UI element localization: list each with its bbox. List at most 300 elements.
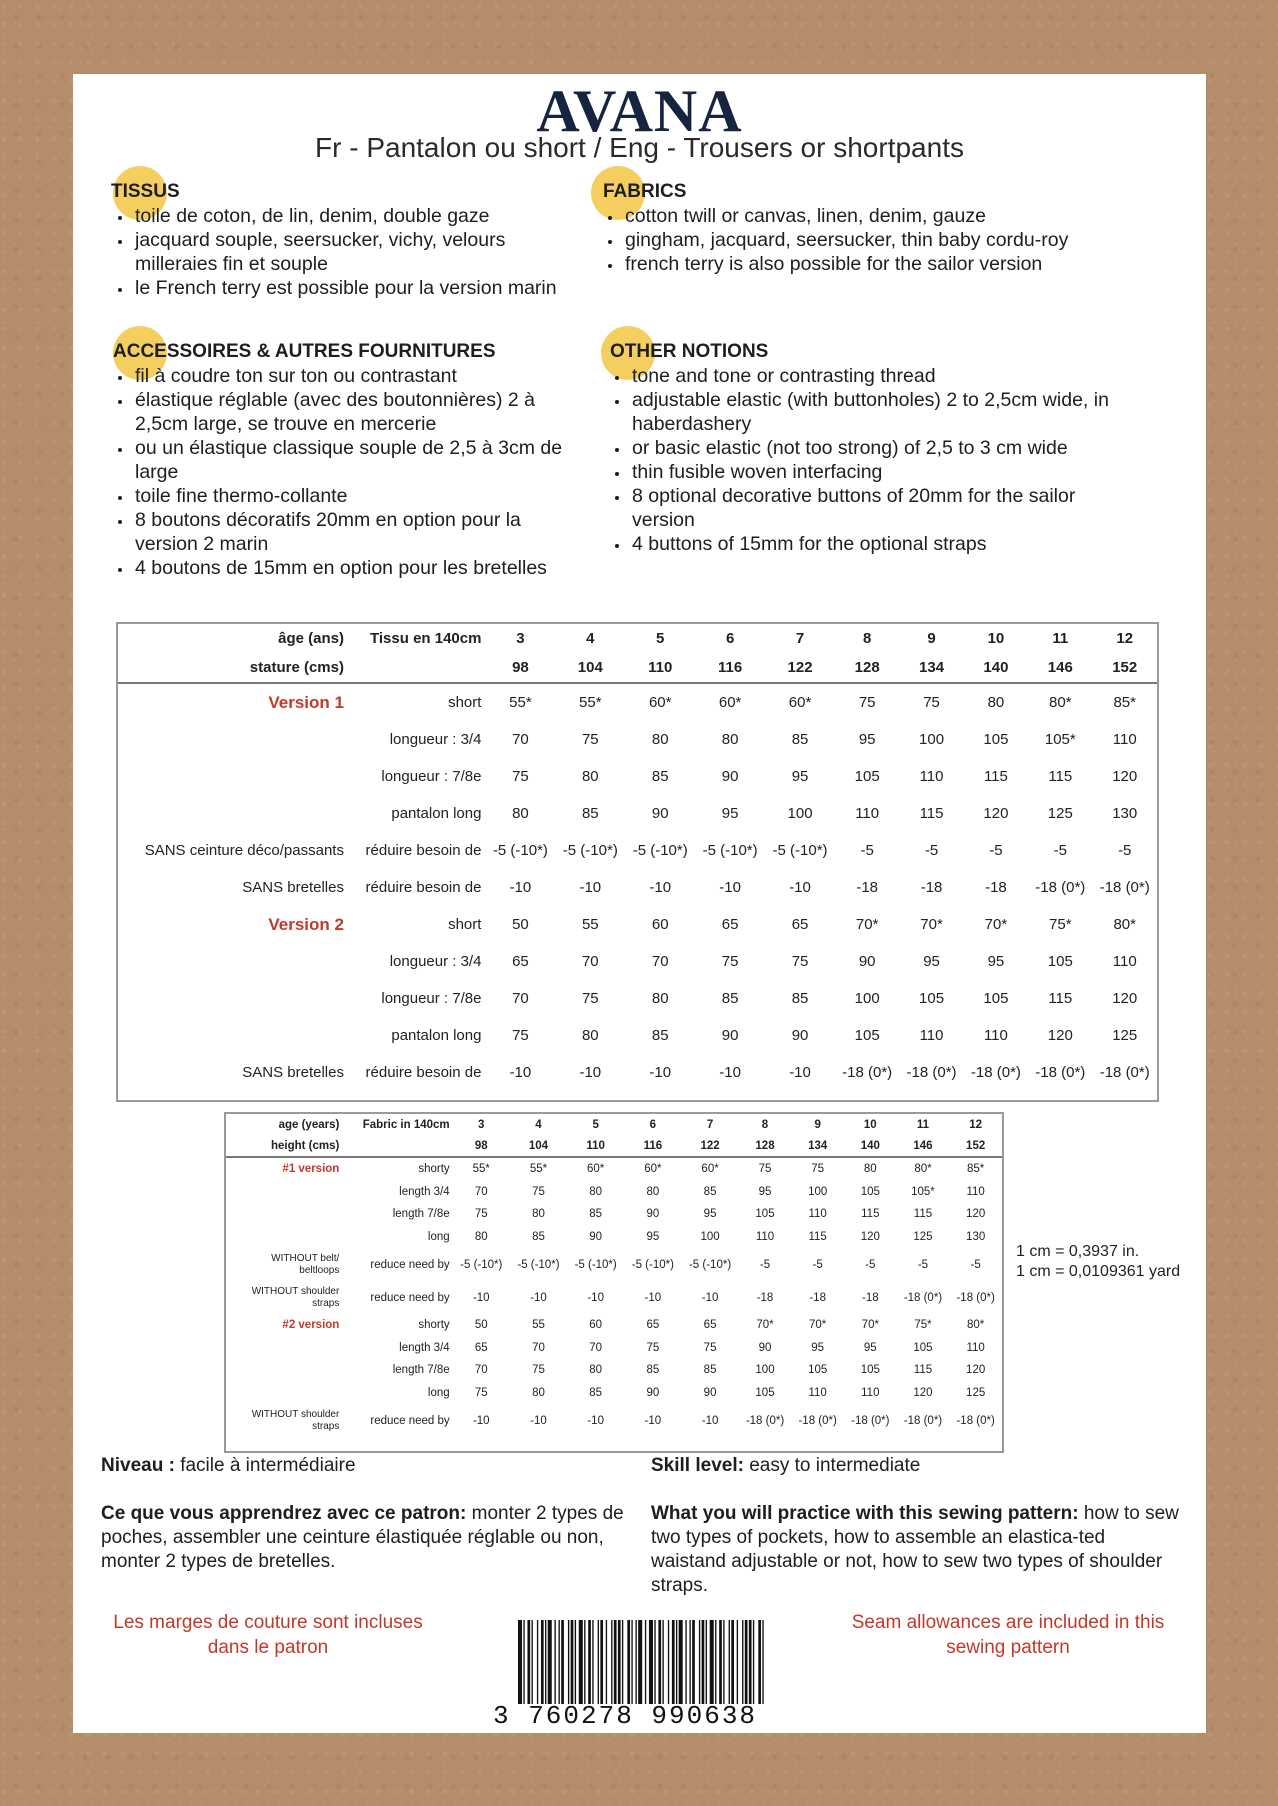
table-cell: 110	[983, 1027, 1008, 1044]
table-cell: 75	[512, 768, 529, 785]
table-cell: -10	[472, 1291, 490, 1304]
list-item: • ou un élastique classique souple de 2,5 à 3cm de large	[133, 436, 581, 484]
table-cell: -10	[719, 1064, 741, 1081]
table-row	[118, 832, 1157, 869]
table-cell: 85	[703, 1364, 717, 1377]
table-cell: -10	[509, 1064, 532, 1081]
header-cell	[348, 653, 485, 683]
table-cell: 55*	[579, 694, 602, 711]
row-label: pantalon long	[391, 805, 482, 822]
table-cell: 60*	[648, 694, 672, 711]
table-cell: -10	[649, 1064, 672, 1081]
row-group-label: WITHOUT shoulder straps	[251, 1285, 340, 1309]
table-row	[118, 980, 1157, 1017]
table-cell: -18	[856, 879, 879, 896]
table-cell: 95	[858, 731, 876, 748]
row-label: longueur : 3/4	[389, 731, 482, 748]
barcode-bar	[692, 1620, 695, 1704]
table-cell: 85	[721, 990, 739, 1007]
row-label: longueur : 7/8e	[381, 990, 482, 1007]
table-cell: -10	[587, 1414, 604, 1427]
table-cell: -18 (0*)	[798, 1414, 837, 1427]
barcode-bar	[635, 1620, 636, 1704]
table-cell: 80	[581, 768, 599, 785]
learn-en-value: how to sew two types of pockets, how to assemble an elastica-ted waistand adjustable or not, how to sew two types of shoulder straps.	[651, 1503, 1179, 1596]
table-cell: 105	[808, 1364, 828, 1377]
header-cell: 5	[656, 630, 665, 647]
header-cell: height (cms)	[226, 1135, 342, 1157]
table-cell: 60	[589, 1319, 603, 1332]
section-title: ACCESSOIRES & AUTRES FOURNITURES	[113, 341, 496, 362]
barcode-bar	[627, 1620, 630, 1704]
table-cell: -10	[649, 879, 672, 896]
table-cell: -5	[924, 842, 939, 859]
table-cell: -18 (0*)	[842, 1064, 893, 1081]
barcode-bar	[545, 1620, 546, 1704]
header-cell: 3	[516, 630, 525, 647]
table-row	[118, 869, 1157, 906]
table-cell: -5	[970, 1258, 981, 1271]
table-cell: -18 (0*)	[1035, 1064, 1086, 1081]
table-cell: 60	[651, 916, 669, 933]
section-tissus	[101, 180, 581, 300]
barcode-bar	[742, 1620, 743, 1704]
row-group-label	[118, 758, 348, 795]
table-cell: -5 (-10*)	[772, 842, 828, 859]
table-row	[118, 795, 1157, 832]
table-cell: 110	[755, 1230, 775, 1243]
barcode-bar	[579, 1620, 583, 1704]
table-cell: -18 (0*)	[970, 1064, 1021, 1081]
table-cell: 75	[923, 694, 940, 711]
section-title: FABRICS	[603, 181, 687, 202]
barcode-bar	[548, 1620, 552, 1704]
barcode-bar	[654, 1620, 655, 1704]
table-cell: 65	[791, 916, 809, 933]
header-cell: 146	[897, 1135, 950, 1157]
table-cell: 70	[474, 1185, 488, 1198]
table-cell: 75	[532, 1185, 545, 1198]
table-cell: 55	[532, 1319, 545, 1332]
row-group-label: SANS ceinture déco/passants	[144, 842, 344, 859]
table-cell: 115	[1048, 990, 1073, 1007]
table-cell: -5 (-10*)	[702, 842, 758, 859]
table-cell: 115	[913, 1208, 933, 1221]
header-cell: 6	[649, 1118, 657, 1131]
table-cell: 80	[532, 1386, 545, 1399]
table-cell: 105	[983, 990, 1009, 1007]
list-item: • fil à coudre ton sur ton ou contrastant	[133, 364, 581, 388]
barcode-bar	[753, 1620, 754, 1704]
header-cell: Tissu en 140cm	[370, 630, 482, 647]
row-group-label: #1 version	[282, 1163, 340, 1176]
table-cell: -5 (-10*)	[492, 842, 548, 859]
table-cell: 85	[581, 805, 599, 822]
row-label: reduce need by	[370, 1291, 450, 1304]
table-cell: 85	[589, 1208, 603, 1221]
table-cell: 125	[966, 1386, 986, 1399]
row-label: reduce need by	[370, 1258, 450, 1271]
barcode-bar	[559, 1620, 560, 1704]
table-cell: 100	[808, 1185, 828, 1198]
table-cell: 70*	[855, 916, 879, 933]
table-cell: -18 (0*)	[851, 1414, 890, 1427]
table-cell: 125	[1047, 805, 1073, 822]
barcode-bar	[749, 1620, 752, 1704]
header-cell: 5	[592, 1118, 599, 1131]
table-cell: 60*	[587, 1163, 605, 1176]
table-cell: 95	[646, 1230, 660, 1243]
table-cell: -10	[472, 1414, 490, 1427]
learn-en-label: What you will practice with this sewing pattern:	[651, 1503, 1079, 1524]
table-cell: 130	[966, 1230, 986, 1243]
table-cell: -18	[985, 879, 1007, 896]
table-cell: 105	[860, 1364, 880, 1377]
row-group-label: Version 1	[268, 692, 344, 712]
row-label: long	[427, 1386, 450, 1399]
row-group-label	[226, 1382, 342, 1405]
table-cell: 60*	[718, 694, 742, 711]
table-cell: 105	[755, 1208, 775, 1221]
header-cell: 116	[695, 653, 765, 683]
list-item: • adjustable elastic (with buttonholes) 2 to 2,5cm wide, in haberdashery	[630, 388, 1128, 436]
table-cell: 85	[703, 1185, 717, 1198]
table-cell: 70*	[984, 916, 1008, 933]
seam-note-fr: Les marges de couture sont incluses dans le patron	[113, 1612, 423, 1658]
table-cell: 85	[651, 1027, 669, 1044]
table-cell: -5	[1118, 842, 1132, 859]
table-row	[118, 683, 1157, 721]
barcode-bar	[699, 1620, 700, 1704]
table-row	[226, 1281, 1002, 1314]
table-cell: -5 (-10*)	[517, 1258, 560, 1271]
row-label: longueur : 7/8e	[381, 768, 482, 785]
row-label: shorty	[418, 1163, 450, 1176]
table-cell: 120	[860, 1230, 880, 1243]
row-group-label	[118, 980, 348, 1017]
barcode-bar	[658, 1620, 661, 1704]
table-cell: 80*	[1113, 916, 1136, 933]
header-cell: 140	[964, 653, 1028, 683]
learn-fr	[101, 1502, 631, 1574]
table-cell: 120	[1047, 1027, 1073, 1044]
level-fr-label: Niveau :	[101, 1455, 175, 1476]
table-cell: 105	[854, 768, 880, 785]
table-cell: 75	[758, 1163, 772, 1176]
table-cell: 70	[581, 953, 599, 970]
barcode-bar	[622, 1620, 623, 1704]
table-cell: 100	[787, 805, 813, 822]
table-header-row	[118, 653, 1157, 683]
row-group-label	[118, 721, 348, 758]
row-label: shorty	[418, 1319, 450, 1332]
table-row	[226, 1226, 1002, 1249]
row-label: long	[427, 1230, 450, 1243]
table-cell: 90	[758, 1341, 772, 1354]
table-cell: 70	[512, 731, 529, 748]
barcode-bar	[592, 1620, 593, 1704]
table-cell: 85	[791, 990, 809, 1007]
header-cell: 6	[725, 630, 735, 647]
table-cell: 85*	[967, 1163, 985, 1176]
section-fabrics	[591, 180, 1111, 276]
list-item: • 4 boutons de 15mm en option pour les bretelles	[133, 556, 581, 580]
row-label: length 3/4	[399, 1185, 450, 1198]
table-cell: 85	[589, 1386, 603, 1399]
table-cell: -5	[759, 1258, 771, 1271]
row-group-label: WITHOUT shoulder straps	[251, 1408, 340, 1432]
barcode-bar	[745, 1620, 748, 1704]
table-cell: -18	[756, 1291, 774, 1304]
barcode-bar	[668, 1620, 669, 1704]
table-cell: 90	[646, 1386, 660, 1399]
table-cell: 85	[791, 731, 809, 748]
row-label: length 7/8e	[392, 1364, 450, 1377]
barcode-bar	[649, 1620, 653, 1704]
table-cell: -5 (-10*)	[632, 842, 688, 859]
header-cell: 4	[535, 1118, 542, 1131]
header-cell: 116	[624, 1135, 681, 1157]
table-cell: -5	[812, 1258, 823, 1271]
conversion-line: 1 cm = 0,0109361 yard	[1016, 1263, 1181, 1280]
table-cell: 75	[532, 1364, 545, 1377]
barcode-bar	[679, 1620, 683, 1704]
table-row	[226, 1337, 1002, 1360]
table-cell: 90	[721, 1027, 739, 1044]
table-cell: 50	[512, 916, 529, 933]
row-group-label: WITHOUT belt/ beltloops	[271, 1252, 340, 1276]
row-group-label: Version 2	[268, 914, 344, 934]
header-cell: 134	[899, 653, 963, 683]
table-cell: 105	[1047, 953, 1073, 970]
table-cell: -5	[865, 1258, 876, 1271]
table-cell: 95	[863, 1341, 877, 1354]
barcode-bar	[541, 1620, 544, 1704]
table-cell: -10	[579, 1064, 602, 1081]
header-cell: 104	[510, 1135, 567, 1157]
table-cell: 85	[651, 768, 669, 785]
table-cell: 75	[581, 990, 599, 1007]
table-cell: -10	[789, 1064, 811, 1081]
header-cell: 122	[681, 1135, 738, 1157]
table-row	[226, 1314, 1002, 1337]
barcode-bar	[645, 1620, 646, 1704]
barcode-bar	[606, 1620, 607, 1704]
barcode-bar	[527, 1620, 530, 1704]
table-cell: 85	[532, 1230, 545, 1243]
list-item: • tone and tone or contrasting thread	[630, 364, 1128, 388]
header-cell: 9	[814, 1118, 821, 1131]
header-cell: 10	[863, 1118, 877, 1131]
row-group-label: SANS bretelles	[242, 879, 344, 896]
barcode-bar	[611, 1620, 612, 1704]
table-cell: -10	[644, 1414, 662, 1427]
table-cell: -18 (0*)	[956, 1414, 995, 1427]
table-cell: 110	[966, 1341, 985, 1354]
table-cell: -5 (-10*)	[688, 1258, 732, 1271]
table-cell: -18 (0*)	[906, 1064, 957, 1081]
barcode-bar	[689, 1620, 690, 1704]
pattern-title: AVANA	[536, 78, 743, 144]
table-row	[226, 1382, 1002, 1405]
table-cell: 90	[646, 1208, 660, 1221]
table-cell: -10	[587, 1291, 604, 1304]
table-cell: 120	[983, 805, 1009, 822]
barcode-bar	[702, 1620, 705, 1704]
table-cell: 105	[755, 1386, 775, 1399]
level-fr	[101, 1454, 601, 1478]
row-group-label	[226, 1203, 342, 1226]
list-item: • thin fusible woven interfacing	[630, 460, 1128, 484]
table-row	[226, 1404, 1002, 1437]
header-cell: 11	[1052, 630, 1069, 647]
barcode-bar	[710, 1620, 714, 1704]
table-cell: 65	[646, 1319, 660, 1332]
table-cell: -18	[920, 879, 943, 896]
header-cell: 98	[453, 1135, 510, 1157]
row-group-label	[226, 1359, 342, 1382]
table-cell: 75	[646, 1341, 660, 1354]
table-cell: 95	[923, 953, 940, 970]
table-cell: 70	[589, 1341, 603, 1354]
table-cell: 85*	[1113, 694, 1136, 711]
barcode-bar	[588, 1620, 591, 1704]
table-cell: 115	[861, 1208, 880, 1221]
table-cell: -18 (0*)	[1035, 879, 1086, 896]
barcode-number: 3 760278 990638	[493, 1701, 758, 1731]
row-label: réduire besoin de	[365, 879, 482, 896]
table-cell: 130	[1112, 805, 1138, 822]
table-cell: 75	[512, 1027, 529, 1044]
header-cell: 11	[916, 1118, 930, 1131]
row-label: longueur : 3/4	[389, 953, 482, 970]
table-cell: 65	[512, 953, 529, 970]
table-cell: -5 (-10*)	[562, 842, 618, 859]
table-cell: 60*	[788, 694, 812, 711]
level-en-label: Skill level:	[651, 1455, 744, 1476]
header-cell: 8	[863, 630, 872, 647]
header-cell: 122	[765, 653, 835, 683]
table-cell: 100	[854, 990, 880, 1007]
barcode-bar	[598, 1620, 599, 1704]
section-notions	[598, 340, 1128, 556]
barcode-bar	[715, 1620, 716, 1704]
section-accessoires	[101, 340, 581, 580]
header-cell	[342, 1135, 452, 1157]
row-group-label	[118, 1017, 348, 1054]
table-row	[118, 906, 1157, 943]
table-cell: 110	[808, 1386, 827, 1399]
level-en	[651, 1454, 1171, 1478]
table-cell: 80	[651, 731, 669, 748]
table-cell: 50	[474, 1319, 488, 1332]
table-cell: 75	[811, 1163, 825, 1176]
table-cell: 90	[651, 805, 669, 822]
table-cell: 75	[721, 953, 739, 970]
table-cell: -10	[644, 1291, 662, 1304]
barcode-bar	[706, 1620, 707, 1704]
table-cell: 75	[703, 1341, 717, 1354]
table-cell: -10	[701, 1414, 719, 1427]
fabric-table-en	[224, 1112, 1004, 1453]
table-cell: 80	[863, 1163, 877, 1176]
table-row	[118, 1017, 1157, 1054]
barcode-bar	[731, 1620, 734, 1704]
header-cell: 7	[795, 630, 805, 647]
table-cell: -5	[917, 1258, 929, 1271]
table-cell: 95	[791, 768, 809, 785]
table-cell: 75	[581, 731, 599, 748]
table-cell: -10	[509, 879, 532, 896]
table-cell: 60*	[701, 1163, 719, 1176]
table-cell: 115	[919, 805, 944, 822]
row-label: length 7/8e	[392, 1208, 450, 1221]
table-cell: 115	[1048, 768, 1073, 785]
header-cell: 152	[949, 1135, 1002, 1157]
table-cell: 55*	[509, 694, 532, 711]
table-cell: 70*	[809, 1319, 827, 1332]
table-cell: 110	[1112, 953, 1137, 970]
table-cell: 100	[755, 1364, 775, 1377]
barcode-bar	[523, 1620, 524, 1704]
header-cell: stature (cms)	[118, 653, 348, 683]
table-row	[226, 1157, 1002, 1181]
barcode-icon	[518, 1620, 764, 1704]
barcode-bar	[676, 1620, 677, 1704]
barcode-bar	[672, 1620, 675, 1704]
table-cell: -5 (-10*)	[460, 1258, 503, 1271]
table-cell: -18 (0*)	[956, 1291, 995, 1304]
table-cell: 115	[983, 768, 1008, 785]
table-cell: 75	[791, 953, 809, 970]
table-cell: 70	[474, 1364, 488, 1377]
table-row	[118, 943, 1157, 980]
header-cell: 4	[586, 630, 595, 647]
list-item: • 8 optional decorative buttons of 20mm for the sailor version	[630, 484, 1128, 532]
header-cell: 152	[1092, 653, 1157, 683]
header-cell: 146	[1028, 653, 1092, 683]
table-cell: 110	[808, 1208, 827, 1221]
section-title: TISSUS	[111, 181, 180, 202]
table-cell: -18 (0*)	[1099, 1064, 1150, 1081]
row-label: short	[448, 694, 482, 711]
table-cell: 80	[646, 1185, 660, 1198]
header-cell: 12	[969, 1118, 983, 1131]
pattern-sheet	[73, 74, 1206, 1733]
table-cell: -18	[862, 1291, 879, 1304]
table-cell: -10	[530, 1414, 547, 1427]
table-cell: -18 (0*)	[903, 1414, 943, 1427]
row-label: réduire besoin de	[365, 1064, 482, 1081]
table-cell: 85	[646, 1364, 660, 1377]
pattern-subtitle: Fr - Pantalon ou short / Eng - Trousers or shortpants	[315, 132, 964, 163]
header-cell: 10	[987, 630, 1005, 647]
table-cell: 105	[913, 1341, 933, 1354]
table-cell: -18 (0*)	[1099, 879, 1150, 896]
barcode-bar	[719, 1620, 722, 1704]
table-row	[118, 758, 1157, 795]
header-cell: 140	[844, 1135, 897, 1157]
row-group-label	[226, 1226, 342, 1249]
barcode-bar	[554, 1620, 555, 1704]
table-cell: 95	[721, 805, 739, 822]
barcode-bar	[584, 1620, 585, 1704]
table-cell: 75*	[1049, 916, 1072, 933]
table-header-row	[118, 624, 1157, 653]
table-cell: 95	[811, 1341, 825, 1354]
header-cell: 9	[927, 630, 936, 647]
barcode-bar	[614, 1620, 617, 1704]
